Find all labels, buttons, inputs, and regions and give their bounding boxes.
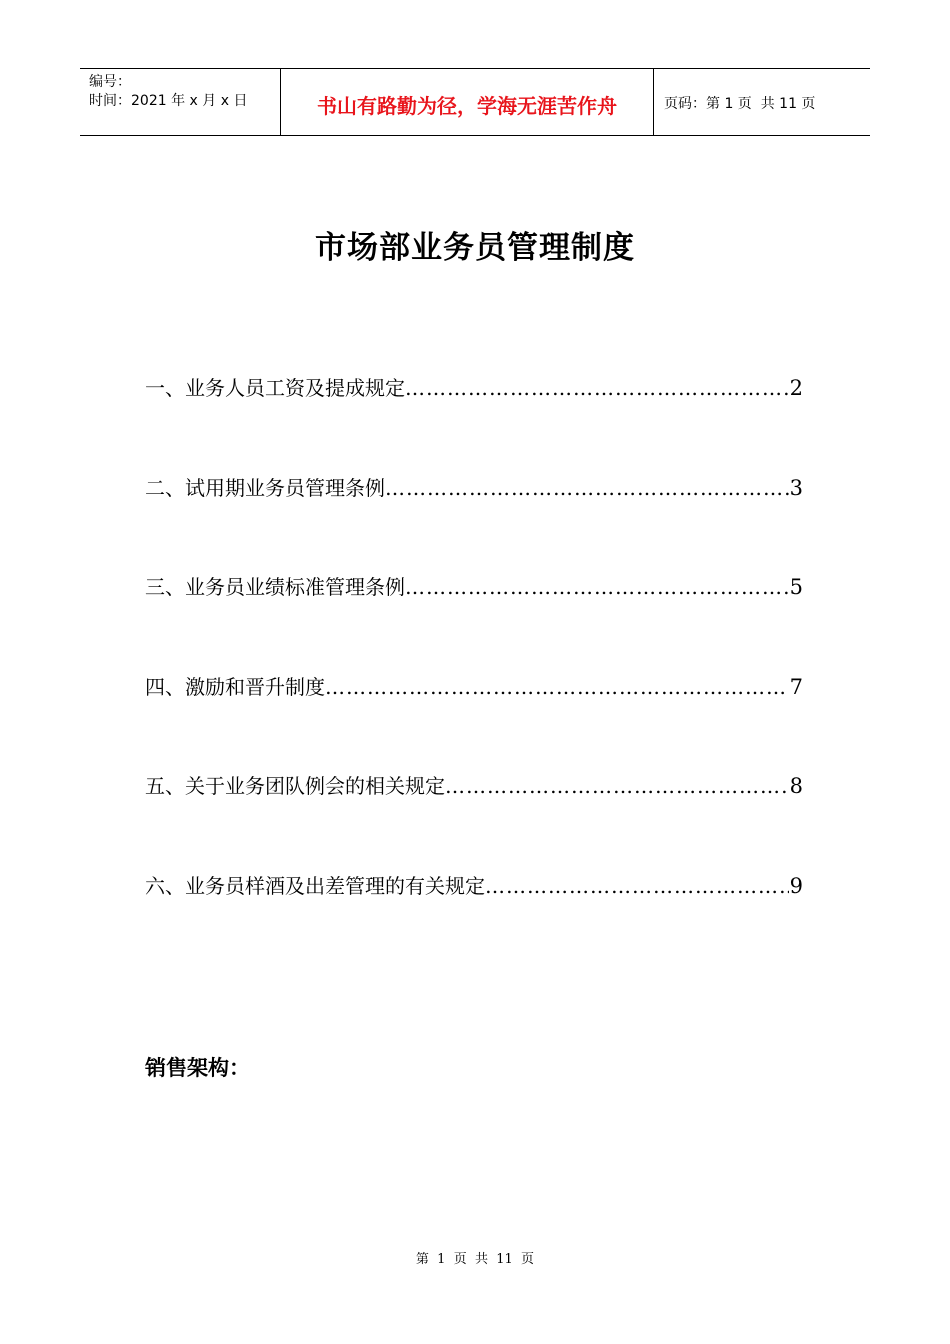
toc-item[interactable]: [145, 472, 803, 572]
toc-item-label: 二、试用期业务员管理条例: [145, 475, 385, 500]
toc-item[interactable]: [145, 571, 803, 671]
toc-item[interactable]: [145, 671, 803, 771]
page-header: [80, 68, 870, 136]
toc-item-label: 三、业务员业绩标准管理条例: [145, 575, 405, 600]
toc-item-page: 9: [789, 873, 803, 898]
toc-item-page: 8: [789, 774, 803, 799]
toc-leader-dots: [485, 874, 789, 898]
toc-item[interactable]: [145, 770, 803, 870]
document-title: 市场部业务员管理制度: [315, 230, 635, 266]
toc-item[interactable]: [145, 372, 803, 472]
toc-item-label: 一、业务人员工资及提成规定: [145, 376, 405, 400]
page-footer: 第 1 页 共 11 页: [415, 1252, 535, 1267]
toc-leader-dots: [405, 575, 789, 599]
toc-item-page: 7: [789, 674, 803, 699]
toc-item-page: 2: [789, 376, 803, 400]
header-motto: 书山有路勤为径，学海无涯苦作舟: [281, 69, 654, 135]
toc-item-label: 五、关于业务团队例会的相关规定: [145, 774, 445, 799]
table-of-contents: [145, 372, 803, 970]
toc-item-label: 四、激励和晋升制度: [145, 674, 325, 699]
toc-item-page: 5: [789, 575, 803, 600]
header-time-label: 时间：2021 年 x 月 x 日: [89, 93, 248, 109]
section-heading-sales-structure: 销售架构：: [145, 1056, 250, 1080]
header-page-info: 页码：第 1 页 共 11 页: [664, 96, 816, 112]
toc-leader-dots: [405, 376, 789, 400]
toc-leader-dots: [445, 774, 789, 798]
toc-item-label: 六、业务员样酒及出差管理的有关规定: [145, 873, 485, 898]
toc-item[interactable]: [145, 870, 803, 970]
header-meta-cell: [80, 69, 281, 135]
toc-item-page: 3: [789, 475, 803, 500]
toc-leader-dots: [385, 476, 789, 500]
toc-leader-dots: [325, 675, 789, 699]
header-number-label: 编号：: [89, 74, 131, 90]
